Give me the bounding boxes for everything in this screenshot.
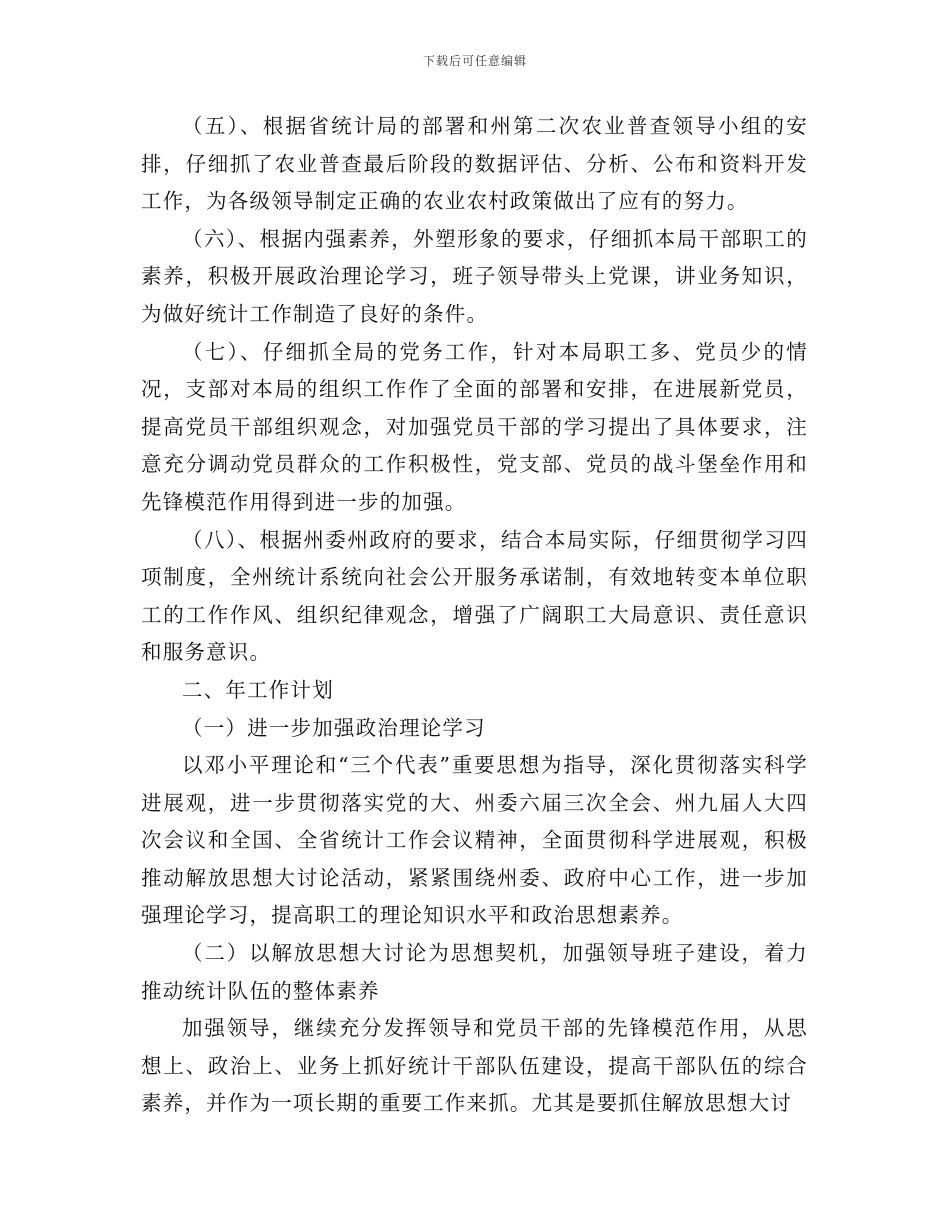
document-body — [141, 108, 808, 1123]
paragraph-leadership: 加强领导，继续充分发挥领导和党员干部的先锋模范作用，从思想上、政治上、业务上抓好统计干部队伍建设，提高干部队伍的综合素养，并作为一项长期的重要工作来抓。尤其是要抓住解放思想大讨 — [141, 1016, 808, 1116]
paragraph-8: （八）、根据州委州政府的要求，结合本局实际，仔细贯彻学习四项制度，全州统计系统向社会公开服务承诺制，有效地转变本单位职工的工作作风、组织纪律观念，增强了广阔职工大局意识、责任意识和服务意识。 — [141, 527, 808, 665]
paragraph-study: 以邓小平理论和“三个代表”重要思想为指导，深化贯彻落实科学进展观，进一步贯彻落实党的大、州委六届三次全会、州九届人大四次会议和全国、全省统计工作会议精神，全面贯彻科学进展观，积极推动解放思想大讨论活动，紧紧围绕州委、政府中心工作，进一步加强理论学习，提高职工的理论知识水平和政治思想素养。 — [141, 753, 808, 928]
page-header: 下载后可任意编辑 — [422, 54, 527, 68]
subheading-2: （二）以解放思想大讨论为思想契机，加强领导班子建设，着力推动统计队伍的整体素养 — [141, 941, 808, 1003]
section-heading-work-plan: 二、年工作计划 — [182, 677, 334, 702]
paragraph-5: （五）、根据省统计局的部署和州第二次农业普查领导小组的安排，仔细抓了农业普查最后阶段的数据评估、分析、公布和资料开发工作，为各级领导制定正确的农业农村政策做出了应有的努力。 — [141, 114, 808, 214]
subheading-1: （一）进一步加强政治理论学习 — [182, 715, 486, 740]
paragraph-6: （六）、根据内强素养，外塑形象的要求，仔细抓本局干部职工的素养，积极开展政治理论学习，班子领导带头上党课，讲业务知识，为做好统计工作制造了良好的条件。 — [141, 226, 808, 326]
paragraph-7: （七）、仔细抓全局的党务工作，针对本局职工多、党员少的情况，支部对本局的组织工作作了全面的部署和安排，在进展新党员，提高党员干部组织观念，对加强党员干部的学习提出了具体要求，注意充分调动党员群众的工作积极性，党支部、党员的战斗堡垒作用和先锋模范作用得到进一步的加强。 — [141, 339, 808, 514]
